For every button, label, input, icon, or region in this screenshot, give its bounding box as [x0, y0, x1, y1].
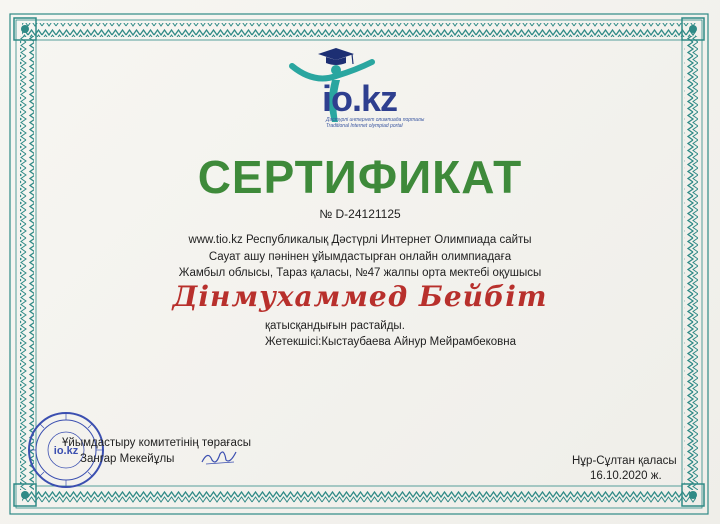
logo-tagline — [326, 117, 446, 129]
participation-text: қатысқандығын растайды. — [265, 320, 405, 332]
signatory-title: Ұйымдастыру комитетінің төрағасы — [62, 437, 251, 449]
body-line-3: Жамбыл облысы, Тараз қаласы, №47 жалпы орта мектебі оқушысы — [178, 267, 542, 279]
logo-wordmark: io.kz — [322, 78, 398, 119]
signatory-name: Зангар Мекейұлы — [80, 453, 175, 465]
seal-stamp — [26, 410, 106, 490]
date-text: 16.10.2020 ж. — [590, 470, 662, 482]
body-line-2: Сауат ашу пәнінен ұйымдастырған онлайн олимпиадаға — [208, 251, 512, 263]
certificate-title: СЕРТИФИКАТ — [197, 151, 523, 203]
stamp-text: io.kz — [53, 445, 79, 457]
supervisor-text: Жетекшісі:Кыстаубаева Айнур Мейрамбековна — [265, 336, 517, 348]
logo-tagline-kz: Дәстүрлі интернет олимпиада порталы — [326, 117, 425, 123]
logo-tagline-en: Traditional Internet olympiad portal — [326, 123, 403, 129]
place-text: Нұр-Сұлтан қаласы — [572, 455, 677, 467]
signature-scribble — [200, 446, 240, 468]
body-line-1: www.tio.kz Республикалық Дәстүрлі Интернет Олимпиада сайты — [188, 234, 532, 246]
certificate-number: № D-24121125 — [319, 207, 401, 221]
recipient-name: Дінмухаммед Бейбіт — [172, 280, 548, 313]
